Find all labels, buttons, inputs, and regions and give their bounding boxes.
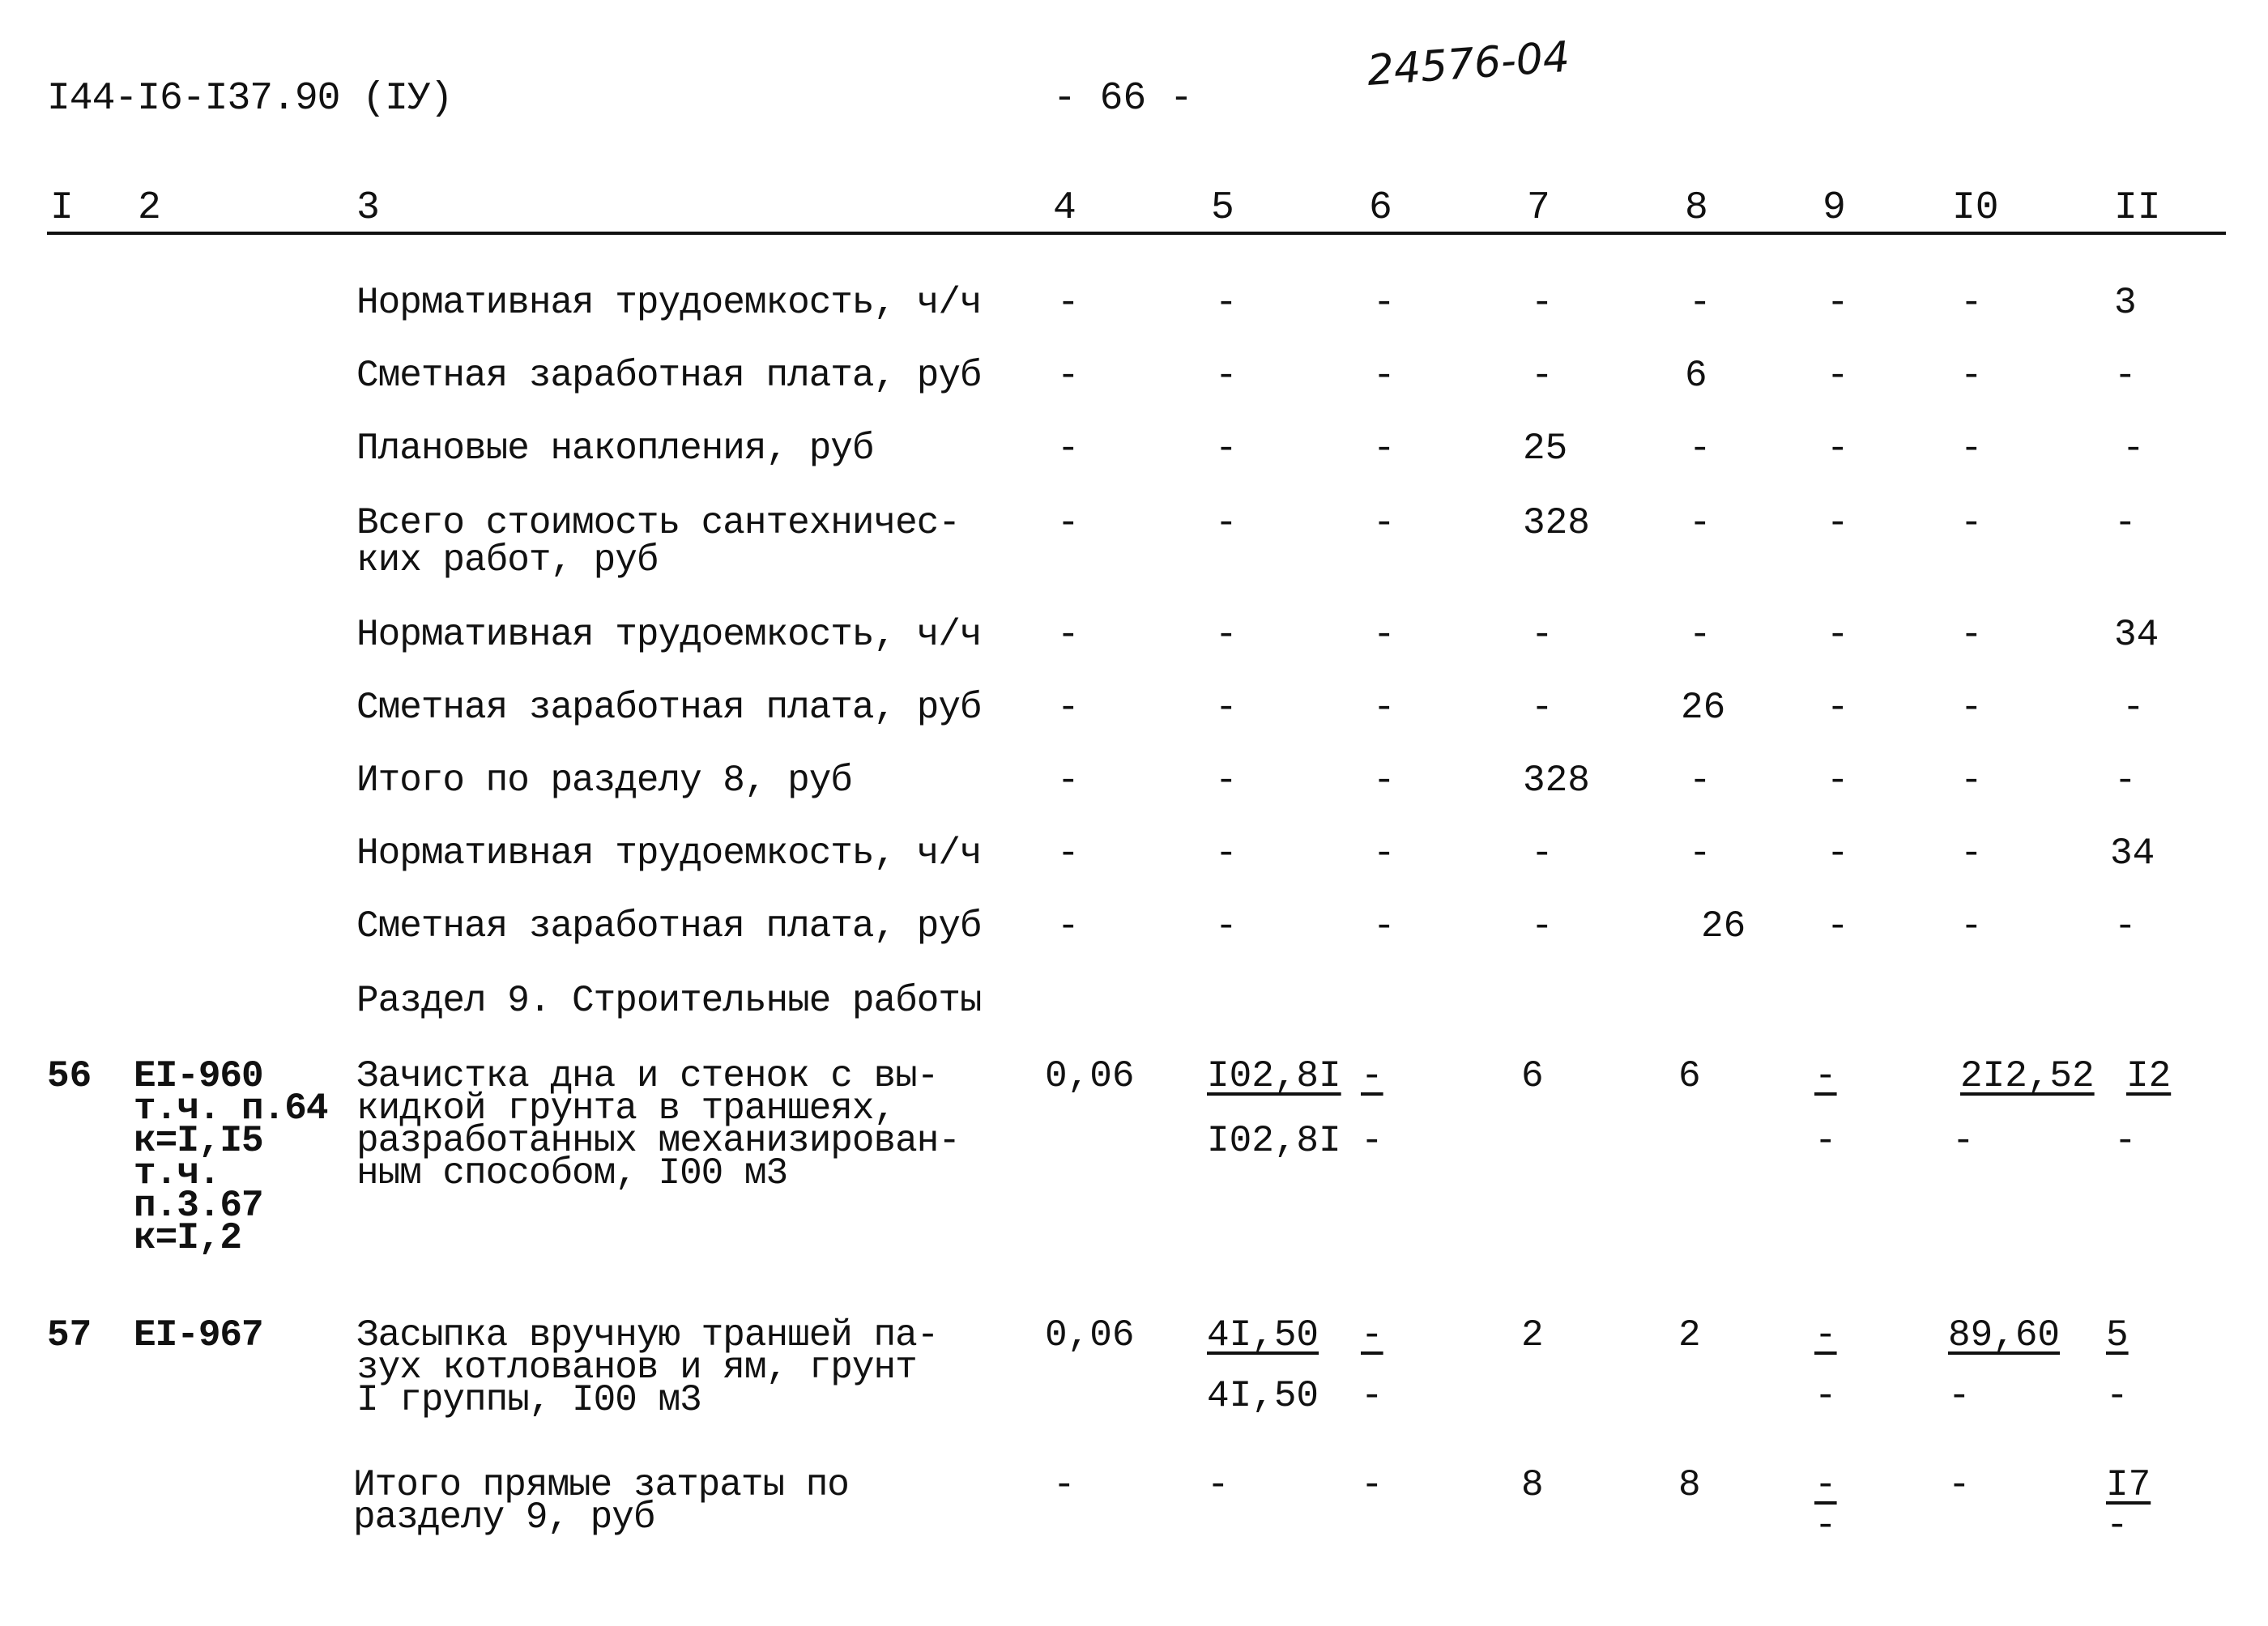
row-label: Плановые накопления, руб <box>356 428 874 470</box>
column-header-11: II <box>2114 186 2161 230</box>
cell: - <box>1827 760 1849 802</box>
item-description: Зачистка дна и стенок с вы- <box>356 1055 939 1097</box>
cell: - <box>1827 832 1849 875</box>
cell: - <box>2114 1120 2137 1162</box>
cell: 4I,50 <box>1207 1375 1319 1417</box>
item-number: 57 <box>47 1314 92 1356</box>
cell: - <box>1531 614 1554 656</box>
cell: - <box>1689 760 1712 802</box>
cell: - <box>1960 905 1983 947</box>
cell: 2 <box>1521 1314 1544 1356</box>
cell: - <box>1827 614 1849 656</box>
item-description: разработанных механизирован- <box>356 1120 960 1162</box>
cell: - <box>1960 428 1983 470</box>
cell: 34 <box>2114 614 2159 656</box>
column-header-5: 5 <box>1211 186 1234 230</box>
cell: - <box>1689 282 1712 324</box>
cell: - <box>1531 687 1554 729</box>
cell: - <box>1531 905 1554 947</box>
column-header-9: 9 <box>1823 186 1846 230</box>
cell: 328 <box>1523 502 1590 544</box>
cell: - <box>1057 687 1080 729</box>
cell: - <box>1948 1375 1971 1417</box>
item-code: к=I,I5 <box>134 1120 263 1162</box>
cell: - <box>1057 282 1080 324</box>
item-code: к=I,2 <box>134 1217 242 1259</box>
item-description: кидкой грунта в траншеях, <box>356 1088 896 1130</box>
cell: 2I2,52 <box>1960 1055 2095 1097</box>
page-number: - 66 - <box>1053 77 1193 121</box>
cell: - <box>1948 1464 1971 1506</box>
cell: - <box>1373 687 1396 729</box>
cell: - <box>2106 1375 2129 1417</box>
column-header-7: 7 <box>1527 186 1550 230</box>
cell: - <box>1373 282 1396 324</box>
cell: - <box>1814 1505 1837 1547</box>
column-header-2: 2 <box>138 186 161 230</box>
cell: I02,8I <box>1207 1120 1341 1162</box>
cell: - <box>1057 355 1080 397</box>
cell: 34 <box>2110 832 2155 875</box>
cell: 26 <box>1701 905 1746 947</box>
row-label: Сметная заработная плата, руб <box>356 687 982 729</box>
cell: - <box>1215 614 1238 656</box>
row-label: Всего стоимость сантехничес- <box>356 502 960 544</box>
cell: - <box>1215 355 1238 397</box>
cell: - <box>1827 355 1849 397</box>
cell: - <box>1827 428 1849 470</box>
header-rule <box>47 232 2226 235</box>
cell: - <box>2114 760 2137 802</box>
cell: - <box>1361 1055 1383 1097</box>
cell: 6 <box>1678 1055 1701 1097</box>
row-label: Сметная заработная плата, руб <box>356 355 982 397</box>
cell: I7 <box>2106 1464 2151 1506</box>
cell: - <box>1057 760 1080 802</box>
cell: - <box>1814 1055 1837 1097</box>
cell: 26 <box>1681 687 1726 729</box>
section-title: Раздел 9. Строительные работы <box>356 980 982 1022</box>
cell: - <box>1960 832 1983 875</box>
cell: - <box>1207 1464 1230 1506</box>
cell: I02,8I <box>1207 1055 1341 1097</box>
cell: - <box>1373 905 1396 947</box>
cell: - <box>1960 687 1983 729</box>
cell: 3 <box>2114 282 2137 324</box>
cell: - <box>1952 1120 1975 1162</box>
cell: - <box>1827 282 1849 324</box>
cell: - <box>1960 614 1983 656</box>
cell: - <box>2114 355 2137 397</box>
document-code: I44-I6-I37.90 (IУ) <box>47 77 453 121</box>
cell: - <box>1361 1375 1383 1417</box>
cell: 6 <box>1521 1055 1544 1097</box>
cell: - <box>1960 502 1983 544</box>
column-header-8: 8 <box>1685 186 1708 230</box>
cell: - <box>1814 1120 1837 1162</box>
column-header-4: 4 <box>1053 186 1076 230</box>
cell: - <box>1373 832 1396 875</box>
cell: I2 <box>2126 1055 2172 1097</box>
cell: 25 <box>1523 428 1568 470</box>
cell: - <box>1361 1120 1383 1162</box>
item-description: ным способом, I00 м3 <box>356 1152 788 1194</box>
row-label: Нормативная трудоемкость, ч/ч <box>356 832 982 875</box>
cell: - <box>1827 502 1849 544</box>
cell: 5 <box>2106 1314 2129 1356</box>
item-number: 56 <box>47 1055 92 1097</box>
cell: - <box>1814 1464 1837 1506</box>
cell: - <box>1960 760 1983 802</box>
cell: - <box>1215 502 1238 544</box>
cell: - <box>1814 1375 1837 1417</box>
item-code: п.3.67 <box>134 1185 263 1227</box>
cell: - <box>1531 282 1554 324</box>
handwritten-note: 24576-04 <box>1365 32 1571 96</box>
item-code: т.ч. <box>134 1152 220 1194</box>
cell: - <box>1057 614 1080 656</box>
cell: - <box>1057 905 1080 947</box>
cell: - <box>1057 832 1080 875</box>
cell: - <box>1689 502 1712 544</box>
item-quantity: 0,06 <box>1045 1314 1135 1356</box>
cell: - <box>1215 905 1238 947</box>
item-description: I группы, I00 м3 <box>356 1379 701 1421</box>
cell: - <box>1373 355 1396 397</box>
item-description: Засыпка вручную траншей па- <box>356 1314 939 1356</box>
cell: 328 <box>1523 760 1590 802</box>
cell: - <box>1053 1464 1076 1506</box>
cell: - <box>1827 905 1849 947</box>
cell: 4I,50 <box>1207 1314 1319 1356</box>
cell: - <box>1215 760 1238 802</box>
cell: - <box>1689 832 1712 875</box>
cell: - <box>1814 1314 1837 1356</box>
total-label-cont: разделу 9, руб <box>353 1496 655 1539</box>
cell: - <box>1960 355 1983 397</box>
cell: - <box>1361 1464 1383 1506</box>
cell: - <box>1215 687 1238 729</box>
cell: - <box>1531 832 1554 875</box>
item-code: EI-960 <box>134 1055 263 1097</box>
row-label: Итого по разделу 8, руб <box>356 760 852 802</box>
cell: 2 <box>1678 1314 1701 1356</box>
cell: - <box>1215 832 1238 875</box>
cell: - <box>1827 687 1849 729</box>
cell: 8 <box>1678 1464 1701 1506</box>
item-code: EI-967 <box>134 1314 263 1356</box>
row-label: Нормативная трудоемкость, ч/ч <box>356 614 982 656</box>
cell: 89,60 <box>1948 1314 2061 1356</box>
item-description: зух котлованов и ям, грунт <box>356 1347 917 1389</box>
cell: - <box>2114 905 2137 947</box>
column-header-10: I0 <box>1952 186 1999 230</box>
cell: - <box>2122 428 2145 470</box>
cell: - <box>1373 502 1396 544</box>
item-code: т.ч. п.64 <box>134 1088 328 1130</box>
cell: - <box>1373 614 1396 656</box>
cell: 8 <box>1521 1464 1544 1506</box>
cell: - <box>1531 355 1554 397</box>
cell: - <box>1373 760 1396 802</box>
cell: - <box>1057 428 1080 470</box>
cell: - <box>2106 1505 2129 1547</box>
cell: - <box>1960 282 1983 324</box>
cell: - <box>1373 428 1396 470</box>
cell: - <box>1361 1314 1383 1356</box>
total-label: Итого прямые затраты по <box>353 1464 849 1506</box>
cell: - <box>1215 428 1238 470</box>
cell: 6 <box>1685 355 1707 397</box>
cell: - <box>2114 502 2137 544</box>
column-header-6: 6 <box>1369 186 1392 230</box>
column-header-3: 3 <box>356 186 380 230</box>
cell: - <box>1057 502 1080 544</box>
row-label: Нормативная трудоемкость, ч/ч <box>356 282 982 324</box>
row-label-cont: ких работ, руб <box>356 539 659 581</box>
column-header-1: I <box>50 186 74 230</box>
item-quantity: 0,06 <box>1045 1055 1135 1097</box>
cell: - <box>2122 687 2145 729</box>
cell: - <box>1689 614 1712 656</box>
row-label: Сметная заработная плата, руб <box>356 905 982 947</box>
cell: - <box>1689 428 1712 470</box>
cell: - <box>1215 282 1238 324</box>
